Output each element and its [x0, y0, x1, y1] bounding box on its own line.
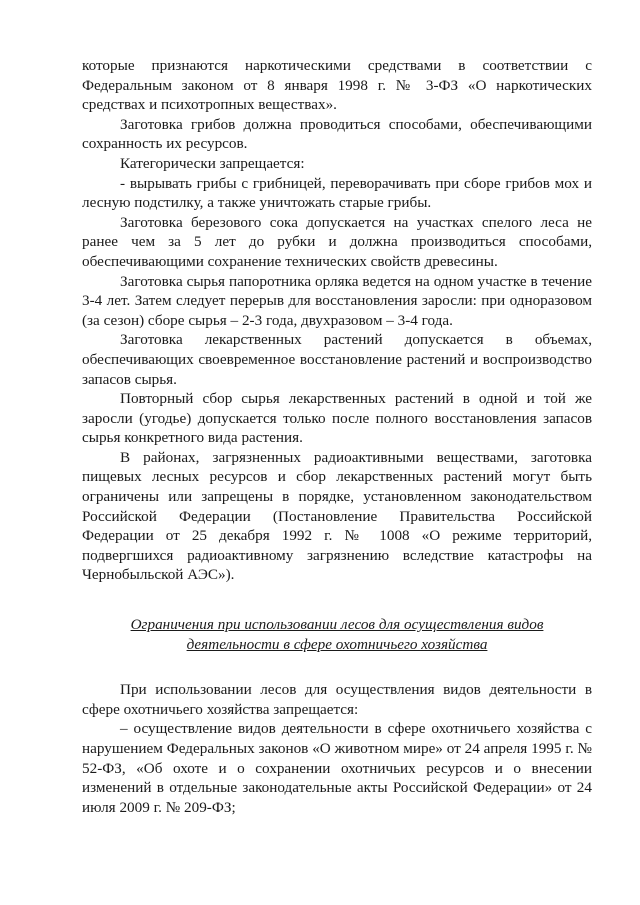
paragraph-radioactive-areas: В районах, загрязненных радиоактивными веществами, заготовка пищевых лесных ресурсов и сбор лекарственных растений могут быть ограничены или запрещены в порядке, установленном законодательством Российской Федерации (Постановление Правительства Российской Федерации от 25 декабря 1992 г. № 1008 «О режиме территорий, подвергшихся радиоактивному загрязнению вследствие катастрофы на Чернобыльской АЭС»). [82, 448, 592, 584]
paragraph-narcotic-law: которые признаются наркотическими средствами в соответствии с Федеральным законом от 8 января 1998 г. № 3-ФЗ «О наркотических средствах и психотропных веществах». [82, 57, 592, 114]
paragraph-medicinal-repeat: Повторный сбор сырья лекарственных растений в одной и той же заросли (угодье) допускается только после полного восстановления запасов сырья конкретного вида растения. [82, 390, 592, 447]
section-heading-hunting [82, 615, 592, 654]
document-page [82, 56, 592, 817]
section-heading-line-1: Ограничения при использовании лесов для осуществления видов [130, 616, 544, 634]
section-heading-line-2: деятельности в сфере охотничьего хозяйства [186, 635, 488, 653]
paragraph-mushroom-prohibition: - вырывать грибы с грибницей, переворачивать при сборе грибов мох и лесную подстилку, а также уничтожать старые грибы. [82, 174, 592, 212]
paragraph-hunting-violation: – осуществление видов деятельности в сфере охотничьего хозяйства с нарушением Федеральных законов «О животном мире» от 24 апреля 1995 г. № 52-ФЗ, «Об охоте и о сохранении охотничьих ресурсов и о внесении изменений в отдельные законодательные акты Российской Федерации» от 24 июля 2009 г. № 209-ФЗ; [82, 720, 592, 816]
paragraph-prohibited-intro: Категорически запрещается: [120, 154, 305, 172]
paragraph-medicinal-volume: Заготовка лекарственных растений допускается в объемах, обеспечивающих своевременное восстановление растений и воспроизводство запасов сырья. [82, 331, 592, 388]
paragraph-bracken-fern: Заготовка сырья папоротника орляка ведется на одном участке в течение 3-4 лет. Затем следует перерыв для восстановления заросли: при одноразовом (за сезон) сборе сырья – 2-3 года, двухразовом – 3-4 года. [82, 272, 592, 329]
paragraph-mushroom-methods: Заготовка грибов должна проводиться способами, обеспечивающими сохранность их ресурсов. [82, 115, 592, 153]
paragraph-birch-sap: Заготовка березового сока допускается на участках спелого леса не ранее чем за 5 лет до рубки и должна производиться способами, обеспечивающими сохранение технических свойств древесины. [82, 213, 592, 270]
paragraph-hunting-prohibited-intro: При использовании лесов для осуществления видов деятельности в сфере охотничьего хозяйства запрещается: [82, 681, 592, 718]
